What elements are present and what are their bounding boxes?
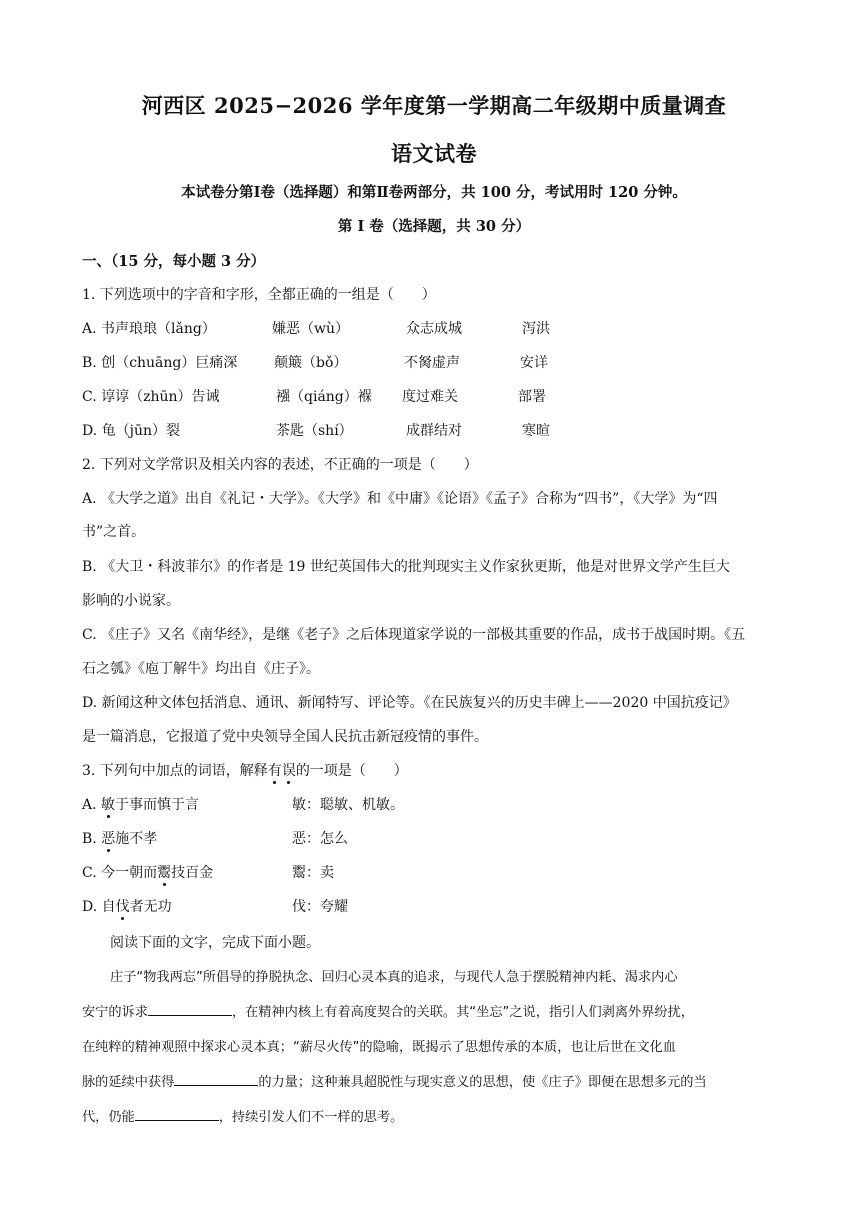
question-3-stem-pre: 3. 下列句中加点的词语，解释 [82,763,268,779]
exam-subtitle: 语文试卷 [391,141,477,166]
passage-text: 安宁的诉求 [82,1005,148,1020]
question-2-option-a-line2: 书”之首。 [82,524,146,540]
option-b-col1: B. 创（chuāng）巨痛深 [82,355,238,371]
option-c-gloss: 鬻：卖 [292,865,334,881]
passage-text: ，在精神内核上有着高度契合的关联。其“坐忘”之说，指引人们剥离外界纷扰， [231,1005,694,1020]
sentence-part: B. [82,831,102,847]
option-a-col1: A. 书声琅琅（lǎng） [82,321,216,337]
passage-line-2 [82,1001,694,1020]
question-2-option-c-line1: C. 《庄子》又名《南华经》，是继《老子》之后体现道家学说的一部极其重要的作品，成书于战国时期。《五 [82,627,746,643]
option-b-col2: 颠簸（bǒ） [274,355,348,371]
passage-text: 脉的延续中获得 [82,1075,175,1090]
question-2-option-b-line2: 影响的小说家。 [82,593,180,609]
option-c-col2: 襁（qiáng）褓 [276,389,372,405]
option-d-col3: 成群结对 [406,423,462,439]
exam-intro: 本试卷分第Ⅰ卷（选择题）和第Ⅱ卷两部分，共 100 分，考试用时 120 分钟。 [181,184,687,201]
option-d-col4: 寒暄 [522,423,550,439]
option-d-col2: 茶匙（shí） [276,423,353,439]
sentence-part: 于事而慎于言 [115,797,200,813]
dotted-char: 恶 [101,831,116,847]
option-c-sentence [82,862,213,882]
option-b-gloss: 恶：怎么 [292,831,348,847]
option-c-col1: C. 谆谆（zhūn）告诫 [82,389,220,405]
fill-blank-3[interactable] [135,1106,219,1121]
option-d-sentence [82,896,172,916]
option-a-gloss: 敏：聪敏、机敏。 [292,797,404,813]
fill-blank-2[interactable] [174,1071,258,1086]
exam-title: 河西区 2025−2026 学年度第一学期高二年级期中质量调查 [141,93,727,118]
sentence-part: A. [82,797,102,813]
dotted-char: 伐 [115,899,130,915]
volume-heading: 第 I 卷（选择题，共 30 分） [337,218,531,235]
fill-blank-1[interactable] [148,1001,232,1016]
dotted-char: 鬻 [157,865,172,881]
option-b-col3: 不胬虚声 [404,355,460,371]
passage-line-5 [82,1106,403,1125]
question-2-stem: 2. 下列对文学常识及相关内容的表述，不正确的一项是（ ） [82,457,478,473]
option-a-sentence [82,794,199,814]
dotted-char: 有 [267,763,282,779]
option-c-col3: 度过难关 [402,389,458,405]
sentence-part: D. 自 [82,899,116,915]
section-heading: 一、（15 分，每小题 3 分） [82,253,266,270]
question-2-option-d-line1: D. 新闻这种文体包括消息、通讯、新闻特写、评论等。《在民族复兴的历史丰碑上——2020 中国抗疫记》 [82,695,737,711]
option-a-col2: 嫌恶（wù） [272,321,349,337]
question-2-option-c-line2: 石之瓠》《庖丁解牛》均出自《庄子》。 [82,661,320,677]
passage-line-4 [82,1071,707,1090]
sentence-part: 技百金 [171,865,214,881]
dotted-char: 误 [281,763,296,779]
question-3-stem [82,760,408,780]
option-a-col4: 泻洪 [522,321,550,337]
option-b-col4: 安详 [520,355,548,371]
question-2-option-a-line1: A. 《大学之道》出自《礼记・大学》。《大学》和《中庸》《论语》《孟子》合称为“四书”，《大学》为“四 [82,491,718,507]
passage-line-3: 在纯粹的精神观照中探求心灵本真；“薪尽火传”的隐喻，既揭示了思想传承的本质，也让后世在文化血 [82,1040,676,1055]
passage-text: 的力量；这种兼具超脱性与现实意义的思想，使《庄子》即便在思想多元的当 [258,1075,707,1090]
option-c-col4: 部署 [518,389,546,405]
dotted-char: 敏 [101,797,116,813]
sentence-part: 施不孝 [115,831,158,847]
passage-text: ，持续引发人们不一样的思考。 [218,1110,404,1125]
question-2-option-d-line2: 是一篇消息，它报道了党中央领导全国人民抗击新冠疫情的事件。 [82,729,488,745]
passage-text: 代，仍能 [82,1110,135,1125]
option-a-col3: 众志成城 [406,321,462,337]
reading-instruction: 阅读下面的文字，完成下面小题。 [110,935,320,951]
question-2-option-b-line1: B. 《大卫・科波菲尔》的作者是 19 世纪英国伟大的批判现实主义作家狄更斯，他是对世界文学产生巨大 [82,559,730,575]
question-3-stem-post: 的一项是（ ） [295,763,408,779]
question-1-stem: 1. 下列选项中的字音和字形，全都正确的一组是（ ） [82,287,436,303]
option-d-gloss: 伐：夸耀 [292,899,348,915]
sentence-part: 者无功 [129,899,172,915]
passage-line-1: 庄子“物我两忘”所倡导的挣脱执念、回归心灵本真的追求，与现代人急于摆脱精神内耗、渴求内心 [110,970,678,985]
option-d-col1: D. 龟（jūn）裂 [82,423,180,439]
sentence-part: C. 今一朝而 [82,865,158,881]
option-b-sentence [82,828,157,848]
